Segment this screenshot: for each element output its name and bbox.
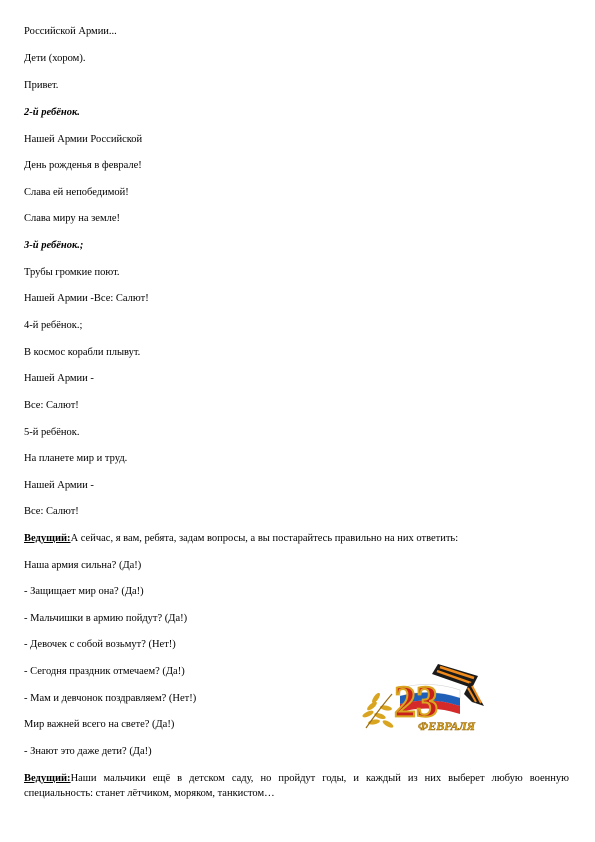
speaker-heading: 2-й ребёнок.	[24, 107, 80, 118]
speaker-heading: 3-й ребёнок.;	[24, 240, 84, 251]
laurel-branch	[362, 692, 395, 729]
text-line: Нашей Армии -	[24, 373, 94, 384]
question-line: Наша армия сильна? (Да!)	[24, 560, 142, 571]
text-line: Привет.	[24, 80, 59, 91]
question-line: - Защищает мир она? (Да!)	[24, 586, 144, 597]
emblem-number: 23	[394, 677, 438, 726]
emblem-caption: ФЕВРАЛЯ	[418, 719, 475, 733]
text-line: Нашей Армии -	[24, 480, 94, 491]
closing-paragraph	[24, 771, 569, 801]
text-line: Нашей Армии Российской	[24, 134, 143, 145]
text-line: Трубы громкие поют.	[24, 267, 120, 278]
host-question-intro	[24, 532, 458, 545]
emblem-graphic	[360, 658, 490, 738]
text-line: 4-й ребёнок.;	[24, 320, 83, 331]
february-23-emblem	[360, 658, 490, 738]
text-line: Слава миру на земле!	[24, 213, 121, 224]
text-line: Нашей Армии -Все: Салют!	[24, 293, 149, 304]
text-line: Дети (хором).	[24, 53, 86, 64]
question-line: - Сегодня праздник отмечаем? (Да!)	[24, 666, 185, 677]
host-label: Ведущий:	[24, 533, 71, 544]
text-line: Российской Армии...	[24, 26, 117, 37]
text-line: В космос корабли плывут.	[24, 347, 141, 358]
host-intro-text: А сейчас, я вам, ребята, задам вопросы, а вы постарайтесь правильно на них ответить:	[70, 533, 459, 544]
question-line: - Знают это даже дети? (Да!)	[24, 746, 152, 757]
text-line: Все: Салют!	[24, 400, 79, 411]
question-line: - Мам и девчонок поздравляем? (Нет!)	[24, 693, 197, 704]
host-label: Ведущий:	[24, 773, 71, 784]
text-line: 5-й ребёнок.	[24, 427, 80, 438]
text-line: Все: Салют!	[24, 506, 79, 517]
question-line: - Девочек с собой возьмут? (Нет!)	[24, 639, 176, 650]
closing-text: Наши мальчики ещё в детском саду, но пройдут годы, и каждый из них выберет любую военную специальность: станет лётчиком, моряком, танкистом…	[24, 773, 569, 799]
question-line: Мир важней всего на свете? (Да!)	[24, 719, 175, 730]
text-line: День рожденья в феврале!	[24, 160, 142, 171]
question-line: - Мальчишки в армию пойдут? (Да!)	[24, 613, 188, 624]
text-line: На планете мир и труд.	[24, 453, 128, 464]
text-line: Слава ей непобедимой!	[24, 187, 129, 198]
